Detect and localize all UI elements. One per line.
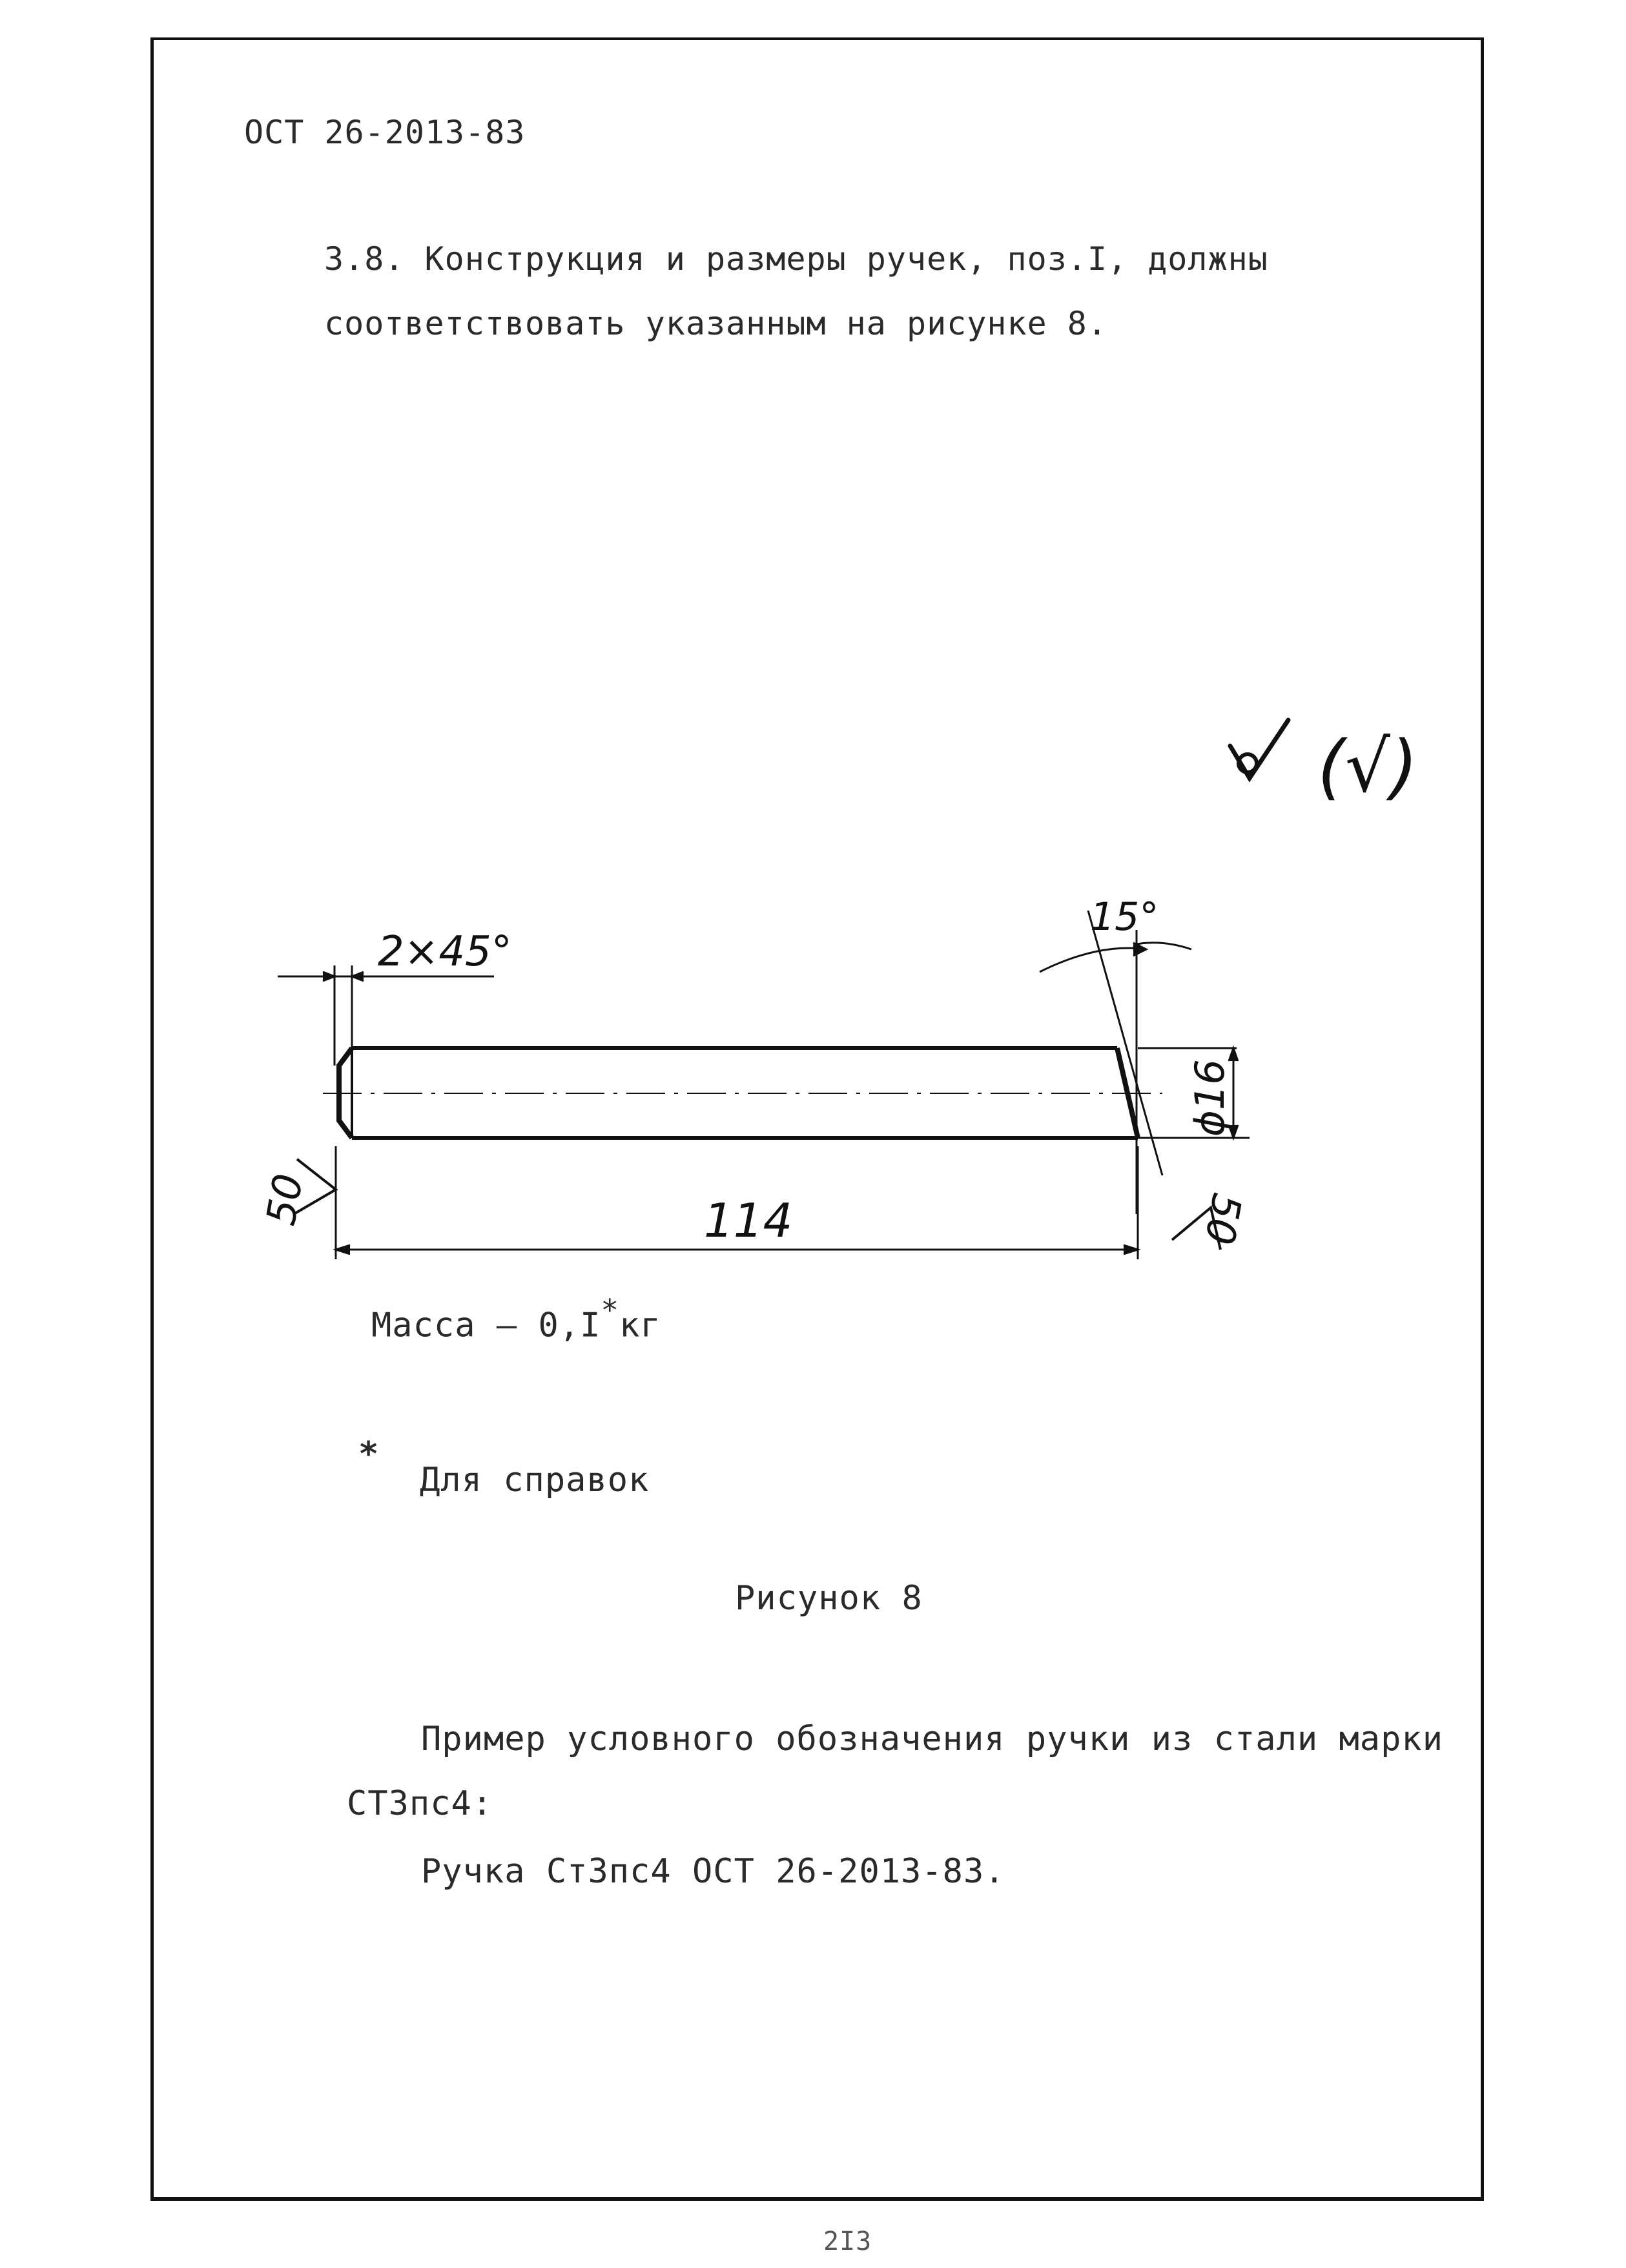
roughness-symbol-icon bbox=[1230, 720, 1288, 778]
length-label: 114 bbox=[704, 1193, 793, 1248]
figure-caption: Рисунок 8 bbox=[735, 1579, 923, 1618]
mass-text bbox=[371, 1293, 661, 1345]
angle-dimension bbox=[1040, 911, 1191, 1214]
angle-label: 15° bbox=[1090, 894, 1159, 940]
left-roughness-label: 50 bbox=[256, 1170, 313, 1229]
footnote-star: * bbox=[358, 1435, 380, 1474]
mass-star: * bbox=[601, 1293, 620, 1328]
right-roughness-label: 50 bbox=[1195, 1190, 1251, 1248]
diameter-label: ϕ16 bbox=[1186, 1059, 1233, 1137]
example-line-1: Пример условного обозначения ручки из стали марки bbox=[421, 1720, 1444, 1758]
chamfer-label: 2×45° bbox=[378, 928, 512, 976]
example-line-2: СТ3пс4: bbox=[347, 1784, 493, 1823]
mass-value: Масса – 0,I bbox=[371, 1306, 601, 1345]
roughness-mark-text: (√) bbox=[1317, 725, 1418, 808]
chamfer-dimension bbox=[278, 965, 494, 1066]
handle-body bbox=[323, 1048, 1162, 1138]
page-number: 2I3 bbox=[823, 2227, 872, 2256]
example-line-3: Ручка Ст3пс4 ОСТ 26-2013-83. bbox=[421, 1852, 1005, 1891]
clause-text-line-2: соответствовать указанным на рисунке 8. bbox=[324, 305, 1107, 342]
document-code: ОСТ 26-2013-83 bbox=[244, 114, 526, 151]
footnote-text: Для справок bbox=[420, 1461, 650, 1500]
mass-unit: кг bbox=[619, 1306, 661, 1345]
clause-text-line-1: 3.8. Конструкция и размеры ручек, поз.I, должны bbox=[324, 240, 1268, 278]
